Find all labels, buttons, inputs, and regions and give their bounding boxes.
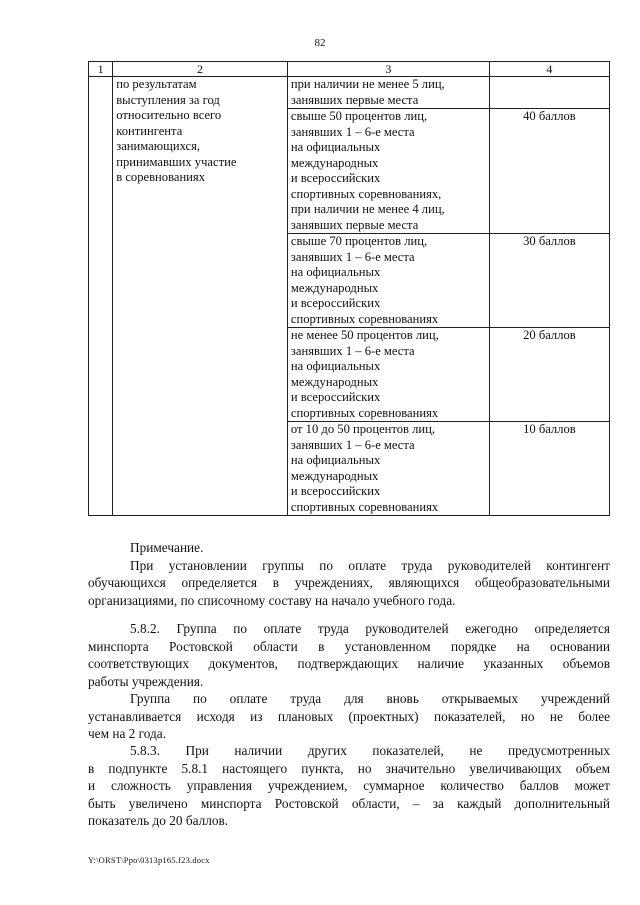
condition-line: при наличии не менее 4 лиц, — [290, 202, 445, 216]
table-header-cell: 4 — [489, 62, 609, 77]
condition-line: и всероссийских — [290, 171, 381, 185]
table-header-cell: 2 — [113, 62, 288, 77]
condition-line: занявших 1 – 6-е места — [290, 343, 415, 358]
paragraph-line: чем на 2 года. — [88, 726, 167, 741]
condition-line: международных — [290, 280, 379, 295]
condition-line: спортивных соревнованиях — [290, 311, 439, 326]
note-title: Примечание. — [130, 540, 204, 555]
condition-line: на официальных — [290, 265, 381, 279]
condition-line: и всероссийских — [290, 296, 381, 310]
criterion-line: по результатам — [116, 77, 197, 91]
condition-line: на официальных — [290, 140, 381, 154]
condition-cell — [287, 77, 489, 109]
table-header-row — [89, 62, 610, 77]
condition-cell — [287, 234, 489, 328]
page-number: 82 — [314, 37, 326, 49]
condition-cell — [287, 422, 489, 516]
condition-line: на официальных — [290, 453, 381, 467]
condition-line: международных — [290, 468, 379, 483]
condition-line: и всероссийских — [290, 484, 381, 498]
criterion-line: занимающихся, — [116, 139, 201, 153]
paragraph-line: При установлении группы по оплате труда руководителей контингент — [130, 557, 610, 573]
condition-line: свыше 70 процентов лиц, — [290, 234, 428, 248]
criterion-line: контингента — [116, 123, 183, 138]
condition-line: свыше 50 процентов лиц, — [290, 109, 428, 123]
paragraph-line: организациями, по списочному составу на начало учебного года. — [88, 592, 456, 608]
condition-line: от 10 до 50 процентов лиц, — [290, 422, 436, 436]
score-cell: 30 баллов — [489, 234, 609, 328]
criteria-table — [88, 61, 610, 516]
paragraph-line: работы учреждения. — [88, 673, 204, 689]
condition-line: международных — [290, 155, 379, 170]
paragraph-line: Группа по оплате труда для вновь открываемых учреждений — [130, 691, 610, 706]
table-header-cell: 1 — [89, 62, 113, 77]
condition-line: спортивных соревнованиях — [290, 405, 439, 420]
score-cell: 10 баллов — [489, 422, 609, 516]
condition-line: занявших первые места — [290, 92, 419, 107]
condition-line: занявших первые места — [290, 217, 419, 232]
condition-line: на официальных — [290, 359, 381, 373]
table-row — [89, 77, 610, 109]
paragraph-5-8-2 — [88, 620, 610, 743]
paragraph-line: обучающихся определяется в учреждениях, являющихся общеобразовательными — [88, 575, 610, 590]
condition-line: при наличии не менее 5 лиц, — [290, 77, 445, 91]
condition-line: спортивных соревнованиях, — [290, 186, 442, 201]
condition-line: занявших 1 – 6-е места — [290, 124, 415, 139]
condition-line: занявших 1 – 6-е места — [290, 249, 415, 264]
criterion-line: относительно всего — [116, 108, 222, 122]
criterion-line: в соревнованиях — [116, 170, 206, 184]
criterion-cell — [113, 77, 288, 516]
paragraph-line: 5.8.2. Группа по оплате труда руководителей ежегодно определяется — [130, 621, 610, 636]
table-header-cell: 3 — [287, 62, 489, 77]
note-section — [88, 539, 610, 609]
paragraph-line: соответствующих документов, подтверждающих наличие указанных объемов — [88, 656, 610, 671]
condition-line: не менее 50 процентов лиц, — [290, 328, 439, 342]
paragraph-line: быть увеличено минспорта Ростовской области, – за каждый дополнительный — [88, 795, 610, 811]
condition-line: международных — [290, 374, 379, 389]
paragraph-line: в подпункте 5.8.1 настоящего пункта, но значительно увеличивающих объем — [88, 760, 610, 776]
paragraph-line: 5.8.3. При наличии других показателей, не предусмотренных — [130, 743, 610, 758]
paragraph-line: и сложность управления учреждением, суммарное количество баллов может — [88, 778, 610, 793]
condition-line: и всероссийских — [290, 390, 381, 404]
score-cell: 40 баллов — [489, 109, 609, 234]
criterion-line: выступления за год — [116, 92, 220, 107]
condition-cell — [287, 109, 489, 234]
condition-line: занявших 1 – 6-е места — [290, 437, 415, 452]
condition-cell — [287, 328, 489, 422]
criterion-line: принимавших участие — [116, 154, 237, 169]
score-cell — [489, 77, 609, 109]
paragraph-line: показатель до 20 баллов. — [88, 813, 229, 828]
paragraph-line: минспорта Ростовской области в установленном порядке на основании — [88, 638, 610, 654]
number-cell — [89, 77, 113, 516]
condition-line: спортивных соревнованиях — [290, 499, 439, 514]
paragraph-line: устанавливается исходя из плановых (проектных) показателей, но не более — [88, 708, 610, 724]
score-cell: 20 баллов — [489, 328, 609, 422]
footer-file-path: Y:\ORST\Ppo\0313p165.f23.docx — [88, 855, 210, 865]
paragraph-5-8-3 — [88, 742, 610, 830]
